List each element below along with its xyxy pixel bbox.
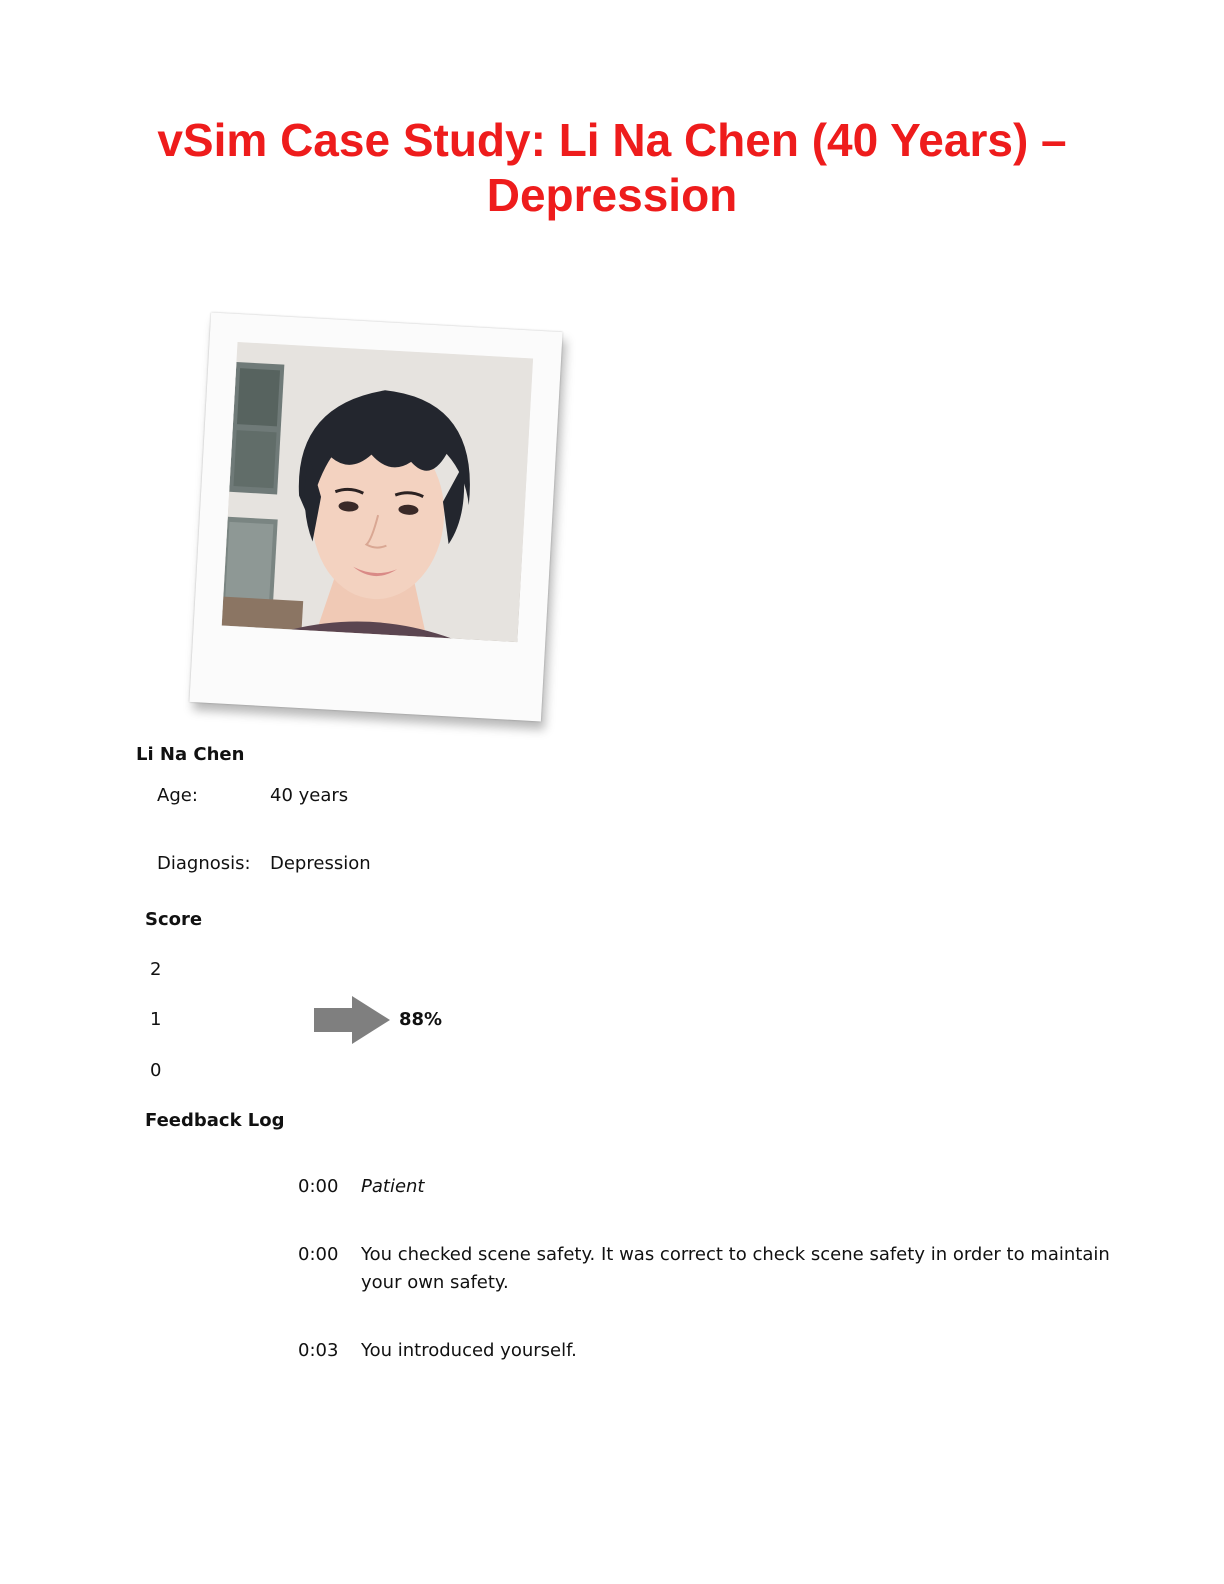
patient-portrait-image	[222, 342, 533, 642]
feedback-log-heading: Feedback Log	[145, 1110, 285, 1131]
diagnosis-label: Diagnosis:	[157, 853, 251, 874]
feedback-entry-text: You checked scene safety. It was correct to check scene safety in order to maintain your own safety.	[361, 1244, 1110, 1293]
score-percent: 88%	[399, 1009, 443, 1030]
diagnosis-value: Depression	[270, 853, 371, 874]
score-level-1: 1	[150, 1009, 162, 1030]
age-value: 40 years	[270, 785, 349, 806]
feedback-entry-text: You introduced yourself.	[361, 1340, 577, 1361]
patient-name: Li Na Chen	[136, 744, 245, 765]
feedback-entry-time: 0:00	[298, 1244, 339, 1265]
page-title-line-2: Depression	[486, 169, 738, 221]
score-arrow-icon	[314, 996, 394, 1046]
age-label: Age:	[157, 785, 198, 806]
feedback-entry-time: 0:00	[298, 1176, 339, 1197]
patient-photo	[222, 342, 533, 642]
patient-photo-frame	[189, 312, 562, 721]
score-level-2: 2	[150, 959, 162, 980]
feedback-entry-time: 0:03	[298, 1340, 339, 1361]
score-heading: Score	[145, 909, 203, 930]
page-title-line-1: vSim Case Study: Li Na Chen (40 Years) –	[157, 114, 1067, 166]
feedback-entry-text: Patient	[361, 1176, 425, 1197]
score-level-0: 0	[150, 1060, 162, 1081]
